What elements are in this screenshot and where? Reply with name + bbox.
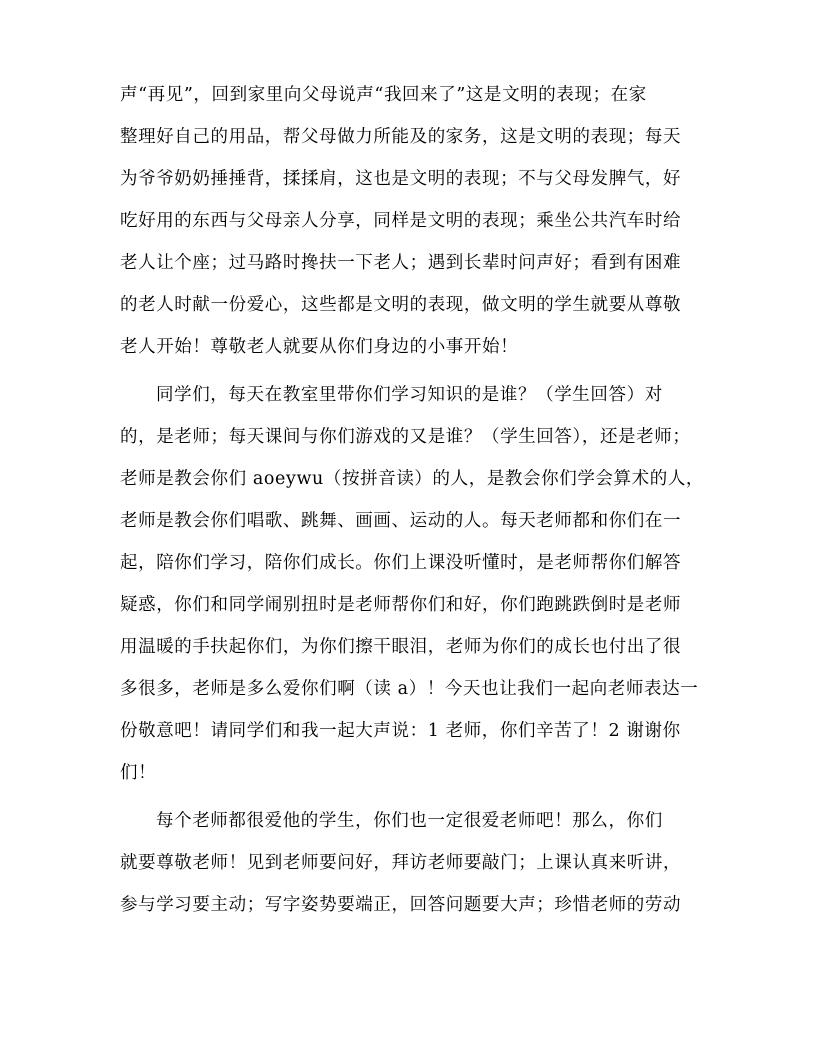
text-line: 的，是老师；每天课间与你们游戏的又是谁？（学生回答），还是老师；	[120, 427, 691, 447]
text-line: 整理好自己的用品，帮父母做力所能及的家务，这是文明的表现；每天	[120, 127, 682, 147]
text-line: 多很多，老师是多么爱你们啊（读 a）！今天也让我们一起向老师表达一	[120, 679, 699, 699]
text-line: 起，陪你们学习，陪你们成长。你们上课没听懂时，是老师帮你们解答	[120, 553, 682, 573]
text-line: 每个老师都很爱他的学生，你们也一定很爱老师吧！那么，你们	[156, 811, 663, 831]
text-line: 参与学习要主动；写字姿势要端正，回答问题要大声；珍惜老师的劳动	[120, 895, 682, 915]
text-line: 的老人时献一份爱心，这些都是文明的表现，做文明的学生就要从尊敬	[120, 295, 682, 315]
text-line: 老人开始！尊敬老人就要从你们身边的小事开始！	[120, 337, 519, 357]
text-line: 疑惑，你们和同学闹别扭时是老师帮你们和好，你们跑跳跌倒时是老师	[120, 595, 682, 615]
text-line: 老师是教会你们唱歌、跳舞、画画、运动的人。每天老师都和你们在一	[120, 511, 682, 531]
text-line: 用温暖的手扶起你们，为你们擦干眼泪，老师为你们的成长也付出了很	[120, 637, 682, 657]
text-line: 为爷爷奶奶捶捶背，揉揉肩，这也是文明的表现；不与父母发脾气，好	[120, 169, 682, 189]
text-line: 吃好用的东西与父母亲人分享，同样是文明的表现；乘坐公共汽车时给	[120, 211, 682, 231]
text-line: 同学们，每天在教室里带你们学习知识的是谁？（学生回答）对	[156, 385, 663, 405]
text-line: 们！	[120, 763, 157, 783]
text-line: 老人让个座；过马路时搀扶一下老人；遇到长辈时问声好；看到有困难	[120, 253, 682, 273]
text-line: 声“再见”，回到家里向父母说声“我回来了”这是文明的表现；在家	[120, 85, 647, 105]
text-line: 份敬意吧！请同学们和我一起大声说：1 老师，你们辛苦了！2 谢谢你	[120, 721, 681, 741]
text-line: 老师是教会你们 aoeywu（按拼音读）的人，是教会你们学会算术的人，	[120, 469, 705, 489]
text-line: 就要尊敬老师！见到老师要问好，拜访老师要敲门；上课认真来听讲，	[120, 853, 682, 873]
